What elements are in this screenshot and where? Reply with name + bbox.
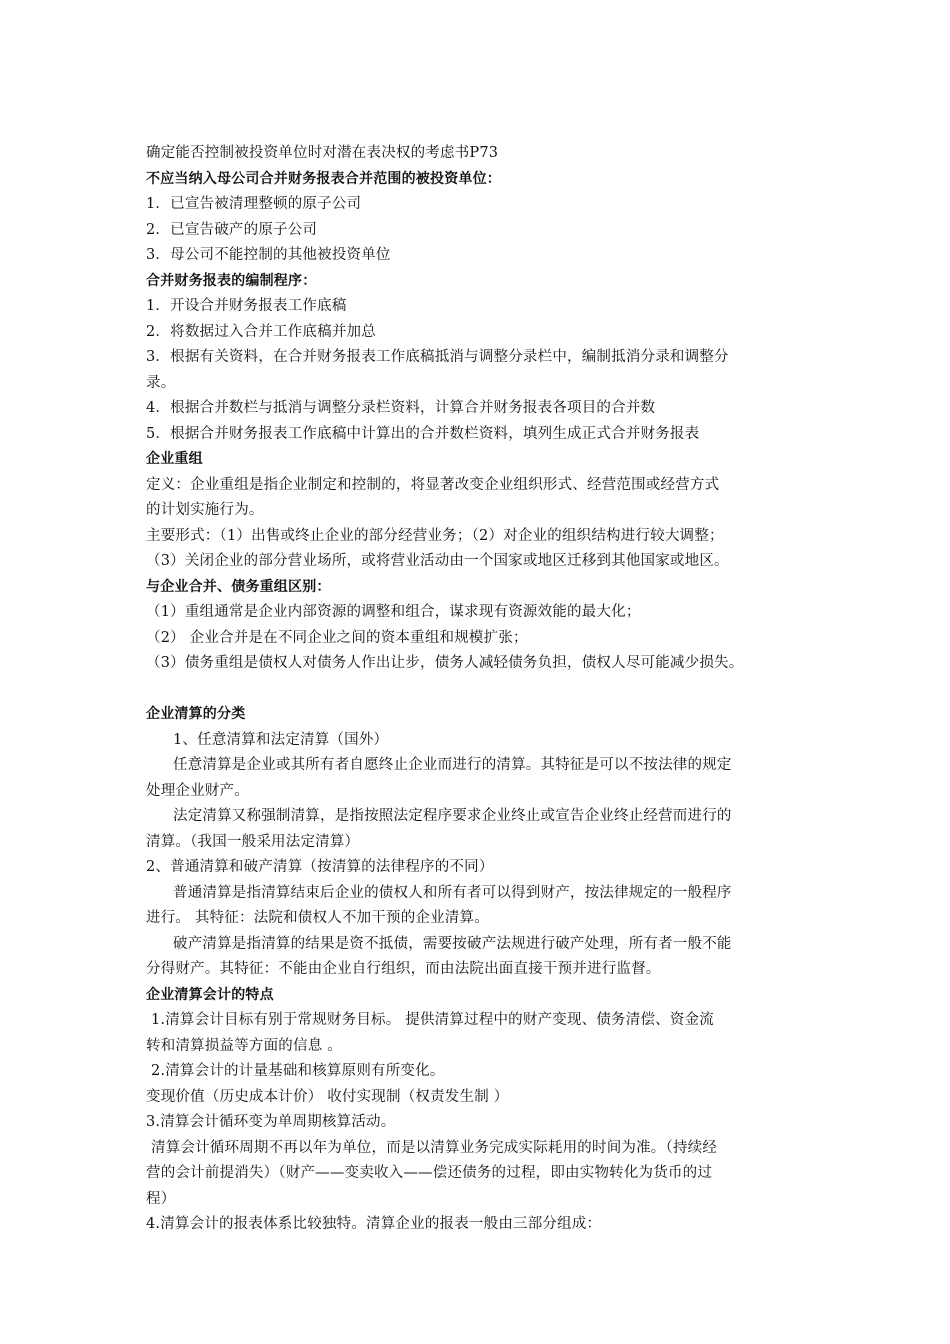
text-line: 2.清算会计的计量基础和核算原则有所变化。 — [151, 1063, 445, 1079]
text-line: 3．根据有关资料，在合并财务报表工作底稿抵消与调整分录栏中，编制抵消分录和调整分 — [146, 349, 729, 365]
text-line: 程） — [146, 1190, 176, 1207]
text-line: 定义：企业重组是指企业制定和控制的，将显著改变企业组织形式、经营范围或经营方式 — [146, 476, 720, 493]
text-line: 2、普通清算和破产清算（按清算的法律程序的不同） — [146, 859, 494, 875]
text-line: 法定清算又称强制清算，是指按照法定程序要求企业终止或宣告企业终止经营而进行的 — [173, 808, 732, 824]
section-heading: 企业清算的分类 — [146, 706, 246, 722]
text-line: （1）重组通常是企业内部资源的调整和组合，谋求现有资源效能的最大化； — [146, 604, 641, 620]
text-line: （3）债务重组是债权人对债务人作出让步，债务人减轻债务负担，债权人尽可能减少损失。 — [146, 655, 744, 671]
text-line: 3．母公司不能控制的其他被投资单位 — [146, 247, 391, 263]
text-line: 普通清算是指清算结束后企业的债权人和所有者可以得到财产，按法律规定的一般程序 — [173, 884, 732, 901]
text-line: 变现价值（历史成本计价） 收付实现制（权责发生制 ） — [146, 1088, 509, 1105]
section-heading: 企业重组 — [146, 451, 203, 467]
text-line: 1．开设合并财务报表工作底稿 — [146, 298, 347, 314]
document-page — [146, 141, 826, 1238]
text-line: 清算会计循环周期不再以年为单位，而是以清算业务完成实际耗用的时间为准。（持续经 — [151, 1139, 718, 1156]
text-line: （3）关闭企业的部分营业场所，或将营业活动由一个国家或地区迁移到其他国家或地区。 — [146, 553, 729, 569]
text-line: 进行。 其特征：法院和债权人不加干预的企业清算。 — [146, 910, 489, 926]
section-heading: 企业清算会计的特点 — [146, 986, 274, 1003]
text-line: 确定能否控制被投资单位时对潜在表决权的考虑书P73 — [146, 145, 499, 161]
text-line: 1.清算会计目标有别于常规财务目标。 提供清算过程中的财产变现、债务清偿、资金流 — [151, 1012, 714, 1028]
text-line: 1．已宣告被清理整顿的原子公司 — [146, 196, 362, 212]
text-line: 分得财产。其特征：不能由企业自行组织，而由法院出面直接干预并进行监督。 — [146, 961, 661, 977]
section-heading: 与企业合并、债务重组区别： — [146, 578, 331, 595]
text-line: 录。 — [146, 374, 176, 391]
text-line: 清算。（我国一般采用法定清算） — [146, 833, 360, 850]
text-line: 1、任意清算和法定清算（国外） — [173, 731, 389, 748]
text-line: 4．根据合并数栏与抵消与调整分录栏资料，计算合并财务报表各项目的合并数 — [146, 400, 656, 416]
text-line: 2．将数据过入合并工作底稿并加总 — [146, 323, 376, 340]
text-line: 转和清算损益等方面的信息 。 — [146, 1037, 342, 1054]
section-heading: 合并财务报表的编制程序： — [146, 272, 317, 289]
text-line: 3.清算会计循环变为单周期核算活动。 — [146, 1114, 396, 1130]
text-line: （2） 企业合并是在不同企业之间的资本重组和规模扩张； — [146, 629, 528, 646]
text-line: 4.清算会计的报表体系比较独特。清算企业的报表一般由三部分组成： — [146, 1216, 602, 1232]
section-heading: 不应当纳入母公司合并财务报表合并范围的被投资单位： — [146, 170, 501, 187]
text-line: 的计划实施行为。 — [146, 502, 264, 518]
text-line: 2．已宣告破产的原子公司 — [146, 221, 318, 238]
blank-line — [146, 677, 826, 703]
text-line: 主要形式：（1）出售或终止企业的部分经营业务；（2）对企业的组织结构进行较大调整； — [146, 527, 724, 544]
text-line: 任意清算是企业或其所有者自愿终止企业而进行的清算。其特征是可以不按法律的规定 — [173, 757, 732, 773]
text-line: 营的会计前提消失）（财产——变卖收入——偿还债务的过程，即由实物转化为货币的过 — [146, 1165, 713, 1181]
text-line: 5．根据合并财务报表工作底稿中计算出的合并数栏资料，填列生成正式合并财务报表 — [146, 425, 700, 442]
text-line: 破产清算是指清算的结果是资不抵债，需要按破产法规进行破产处理，所有者一般不能 — [173, 935, 732, 952]
text-line: 处理企业财产。 — [146, 782, 249, 799]
